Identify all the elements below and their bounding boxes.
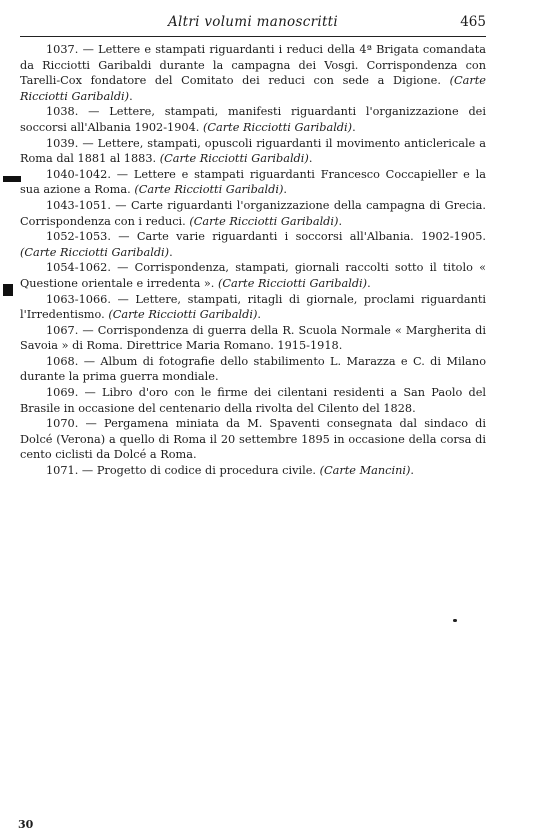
entry-text: — Corrispondenza di guerra della R. Scuola Normale « Margherita di Savoia » di Roma. Direttrice Maria Romano. 1915-1918. — [20, 323, 486, 353]
running-title: Altri volumi manoscritti — [167, 14, 339, 30]
margin-marker — [3, 176, 21, 182]
entry-text: — Libro d'oro con le firme dei cilentani residenti a San Paolo del Brasile in occasione del centenario della rivolta del Cilento del 1828. — [20, 386, 486, 415]
catalog-entry — [20, 354, 486, 385]
entry-tail: . — [410, 464, 414, 478]
entry-tail: . — [338, 214, 343, 228]
catalog-entry — [20, 42, 486, 104]
entry-source: (Carte Mancini) — [319, 464, 411, 478]
page-number: 465 — [460, 14, 486, 30]
entry-tail: . — [367, 276, 371, 290]
ink-dot — [453, 619, 457, 622]
entry-source: (Carte Ricciotti Garibaldi) — [20, 74, 486, 103]
entry-text: — Album di fotografie dello stabilimento L. Marazza e C. di Milano durante la prima guerra mondiale. — [20, 354, 486, 384]
entry-tail: . — [169, 245, 173, 259]
catalog-entry — [20, 136, 486, 167]
running-head — [20, 14, 486, 37]
entry-tail: . — [283, 183, 287, 197]
catalog-entry — [20, 385, 486, 416]
entry-text: — Carte varie riguardanti i soccorsi all'Albania. 1902-1905. — [110, 230, 486, 244]
entry-number: 1052-1053. — [46, 230, 111, 244]
catalog-entry — [20, 260, 486, 291]
entry-number: 1054-1062. — [46, 261, 111, 275]
entry-tail: . — [352, 120, 356, 134]
entry-text: — Lettere, stampati, ritagli di giornale, proclami riguardanti l'Irredentismo. — [20, 292, 486, 322]
entry-text: — Lettere, stampati, opuscoli riguardanti il movimento anticlericale a Roma dal 1881 al 1883. — [20, 136, 486, 166]
entry-text: — Pergamena miniata da M. Spaventi consegnata dal sindaco di Dolcé (Verona) a quello di Roma il 20 settembre 1895 in occasione della corsa di cento ciclisti da Dolcé a Roma. — [20, 417, 486, 462]
entry-text: — Carte riguardanti l'organizzazione della campagna di Grecia. Corrispondenza con i reduci. — [20, 198, 486, 228]
entry-tail: . — [308, 152, 313, 166]
catalog-entry — [20, 198, 486, 229]
entry-number: 1069. — [46, 386, 79, 400]
catalog-entry — [20, 416, 486, 463]
entry-number: 1040-1042. — [46, 167, 111, 181]
entry-source: (Carte Ricciotti Garibaldi) — [20, 245, 170, 259]
entry-number: 1070. — [46, 417, 79, 431]
entry-text: — Progetto di codice di procedura civile. — [78, 464, 320, 478]
entry-number: 1037. — [46, 43, 79, 56]
entry-number: 1038. — [46, 105, 79, 119]
entry-text: — Lettere, stampati, manifesti riguardanti l'organizzazione dei soccorsi all'Albania 1902-1904. — [20, 105, 486, 134]
catalog-entry — [20, 167, 486, 198]
printer-signature: 30 — [18, 818, 34, 831]
catalog-entry — [20, 229, 486, 260]
entry-number: 1063-1066. — [46, 292, 111, 306]
catalog-entry — [20, 292, 486, 323]
entry-tail: . — [257, 308, 261, 322]
entry-source: (Carte Ricciotti Garibaldi) — [202, 120, 353, 134]
entry-source: (Carte Ricciotti Garibaldi) — [189, 214, 339, 228]
entry-source: (Carte Ricciotti Garibaldi) — [108, 308, 258, 322]
entry-number: 1043-1051. — [46, 198, 111, 212]
entry-tail: . — [129, 89, 133, 103]
entry-text: — Lettere e stampati riguardanti Francesco Coccapieller e la sua azione a Roma. — [20, 167, 486, 197]
entry-source: (Carte Ricciotti Garibaldi) — [218, 276, 368, 290]
entry-source: (Carte Ricciotti Garibaldi) — [134, 183, 284, 197]
entry-number: 1068. — [46, 354, 79, 368]
margin-marker — [3, 284, 13, 296]
catalog-entry — [20, 104, 486, 135]
entry-number: 1067. — [46, 323, 79, 337]
catalog-entry — [20, 463, 486, 479]
entry-text: — Lettere e stampati riguardanti i reduci della 4ª Brigata comandata da Ricciotti Garibaldi durante la campagna dei Vosgi. Corrispondenza con Tarelli-Cox fondatore del Comitato dei reduci con sede a Digione. — [20, 43, 486, 88]
entry-number: 1039. — [46, 136, 79, 150]
entry-number: 1071. — [46, 464, 79, 478]
entry-list — [20, 42, 486, 479]
entry-text: — Corrispondenza, stampati, giornali raccolti sotto il titolo « Questione orientale e irredenta ». — [20, 261, 486, 290]
catalog-entry — [20, 323, 486, 354]
entry-source: (Carte Ricciotti Garibaldi) — [159, 152, 309, 166]
